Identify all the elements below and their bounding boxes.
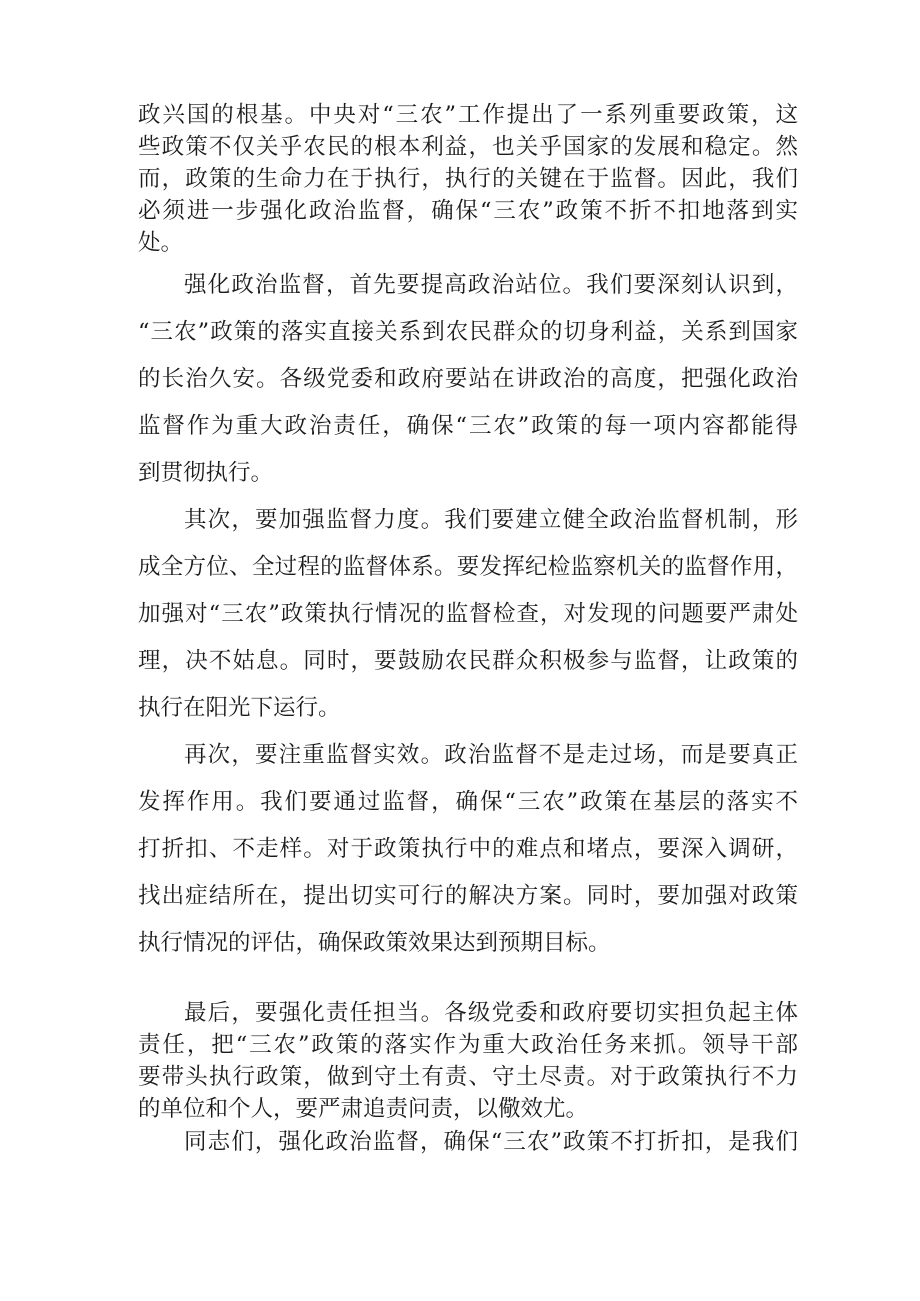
paragraph-line: 处。 [138,230,184,256]
paragraph-5 [138,997,798,1125]
paragraph-line: 强化政治监督，首先要提高政治站位。我们要深刻认识到， [184,272,798,298]
paragraph-line: 找出症结所在，提出切实可行的解决方案。同时，要加强对政策 [138,883,798,909]
paragraph-line: 执行在阳光下运行。 [138,695,341,721]
paragraph-line: 到贯彻执行。 [138,460,274,486]
paragraph-line: 些政策不仅关乎农民的根本利益，也关乎国家的发展和稳定。然 [138,134,798,160]
paragraph-1 [138,99,798,259]
paragraph-line: “三农”政策的落实直接关系到农民群众的切身利益，关系到国家 [138,319,798,345]
paragraph-line: 理，决不姑息。同时，要鼓励农民群众积极参与监督，让政策的 [138,648,798,674]
paragraph-line: 同志们，强化政治监督，确保“三农”政策不打折扣，是我们 [184,1129,798,1155]
paragraph-line: 的单位和个人，要严肃追责问责，以儆效尤。 [138,1096,589,1122]
paragraph-line: 的长治久安。各级党委和政府要站在讲政治的高度，把强化政治 [138,366,798,392]
paragraph-line: 必须进一步强化政治监督，确保“三农”政策不折不扣地落到实 [138,198,798,224]
paragraph-line: 而，政策的生命力在于执行，执行的关键在于监督。因此，我们 [138,166,798,192]
paragraph-line: 监督作为重大政治责任，确保“三农”政策的每一项内容都能得 [138,413,798,439]
paragraph-6 [138,1126,798,1158]
paragraph-line: 要带头执行政策，做到守土有责、守土尽责。对于政策执行不力 [138,1064,798,1090]
paragraph-4 [138,732,798,967]
paragraph-2 [138,262,798,497]
paragraph-line: 执行情况的评估，确保政策效果达到预期目标。 [138,930,611,956]
paragraph-line: 最后，要强化责任担当。各级党委和政府要切实担负起主体 [184,1000,798,1026]
paragraph-3 [138,497,798,732]
paragraph-line: 加强对“三农”政策执行情况的监督检查，对发现的问题要严肃处 [138,601,798,627]
paragraph-line: 政兴国的根基。中央对“三农”工作提出了一系列重要政策，这 [138,102,798,128]
paragraph-line: 责任，把“三农”政策的落实作为重大政治任务来抓。领导干部 [138,1032,798,1058]
paragraph-line: 其次，要加强监督力度。我们要建立健全政治监督机制，形 [184,507,798,533]
paragraph-line: 打折扣、不走样。对于政策执行中的难点和堵点，要深入调研， [138,836,798,862]
paragraph-line: 再次，要注重监督实效。政治监督不是走过场，而是要真正 [184,742,798,768]
paragraph-line: 成全方位、全过程的监督体系。要发挥纪检监察机关的监督作用， [138,554,798,580]
paragraph-line: 发挥作用。我们要通过监督，确保“三农”政策在基层的落实不 [138,789,798,815]
